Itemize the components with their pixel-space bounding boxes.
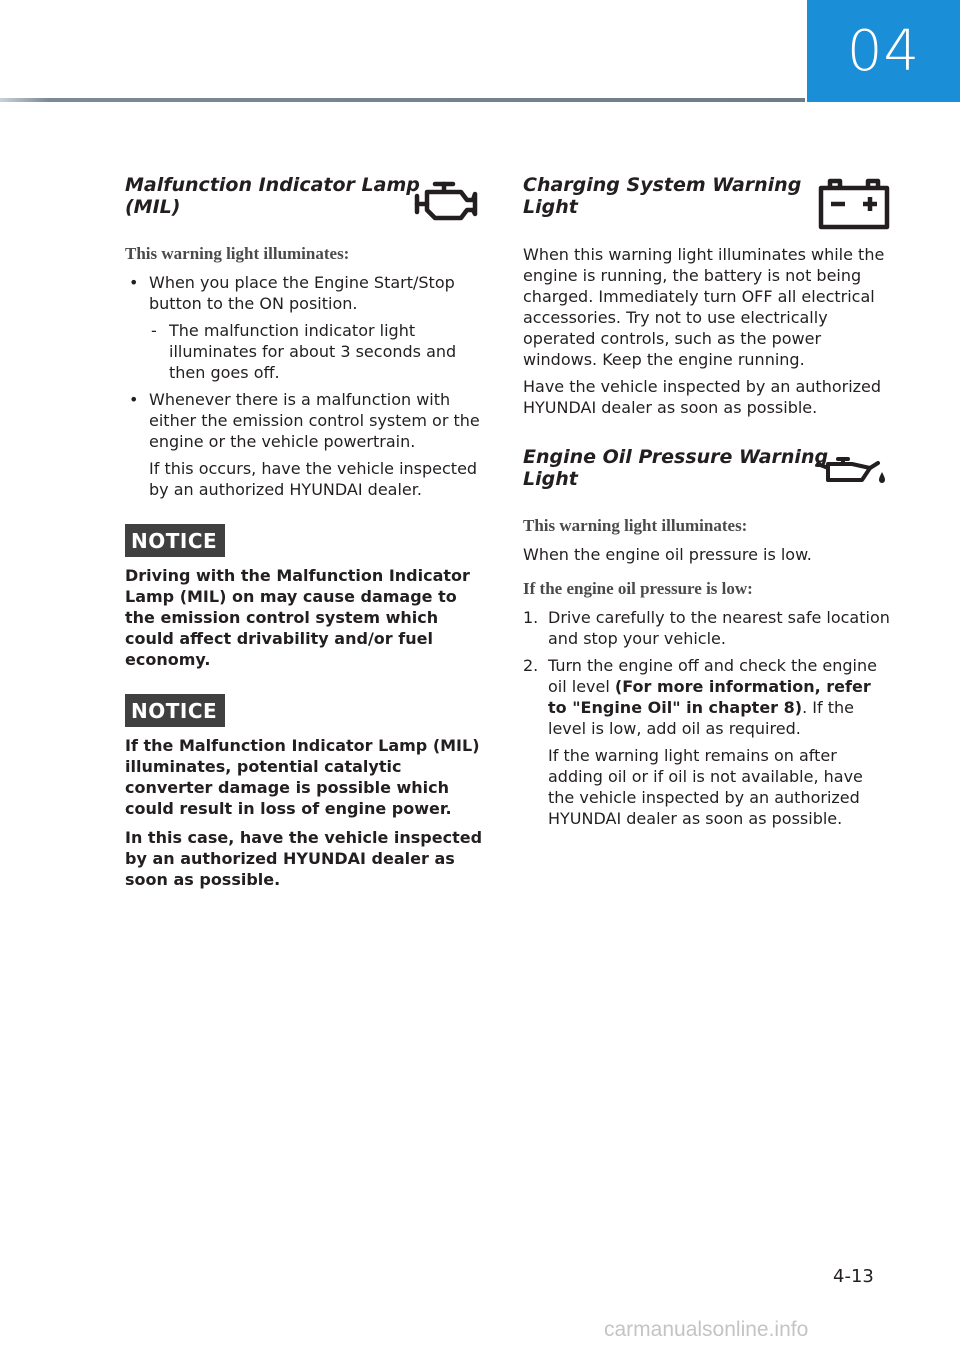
- list-item: 2. Turn the engine off and check the engine oil level (For more information, refer to "Engine Oil" in chapter 8). If the level is low, add oil as required. If the warning light remains on after adding oil or if oil is not available, have the vehicle inspected by an authorized HYUNDAI dealer as soon as possible.: [523, 655, 890, 829]
- page-number: 4-13: [833, 1266, 874, 1287]
- charging-para-1: When this warning light illuminates while the engine is running, the battery is not being charged. Immediately turn OFF all electrical accessories. Try not to use electrically operated controls, such as the power windows. Keep the engine running.: [523, 245, 885, 369]
- left-column: [125, 170, 487, 900]
- oil-reference: (For more information, refer to "Engine Oil" in chapter 8): [548, 677, 871, 717]
- battery-icon: [818, 178, 890, 234]
- notice-text: Driving with the Malfunction Indicator Lamp (MIL) on may cause damage to the emission control system which could affect drivability and/or fuel economy.: [125, 566, 470, 669]
- notice-badge: NOTICE: [125, 694, 225, 727]
- mil-bullet2-para: If this occurs, have the vehicle inspected by an authorized HYUNDAI dealer.: [149, 459, 478, 499]
- oil-step2-para: If the warning light remains on after adding oil or if oil is not available, have the vehicle inspected by an authorized HYUNDAI dealer as soon as possible.: [548, 746, 863, 828]
- chapter-tab: [807, 0, 960, 102]
- oil-lead: This warning light illuminates:: [523, 516, 748, 535]
- engine-check-icon: [413, 178, 487, 228]
- watermark: carmanualsonline.info: [604, 1318, 809, 1341]
- list-item: - The malfunction indicator light illuminates for about 3 seconds and then goes off.: [149, 320, 487, 383]
- charging-title: Charging System Warning Light: [523, 174, 802, 218]
- oil-can-icon: [814, 454, 890, 492]
- notice-badge: NOTICE: [125, 524, 225, 557]
- notice-box-2: [125, 694, 487, 890]
- chapter-number: 04: [846, 18, 921, 84]
- oil-subhead: If the engine oil pressure is low:: [523, 579, 753, 598]
- mil-lead: This warning light illuminates:: [125, 244, 350, 263]
- list-item: 1. Drive carefully to the nearest safe location and stop your vehicle.: [523, 608, 890, 648]
- notice-text: In this case, have the vehicle inspected by an authorized HYUNDAI dealer as soon as possible.: [125, 828, 483, 889]
- charging-section-header: [523, 170, 890, 230]
- mil-title: Malfunction Indicator Lamp (MIL): [125, 174, 420, 218]
- notice-box-1: [125, 524, 487, 670]
- oil-section-header: [523, 442, 890, 502]
- charging-para-2: Have the vehicle inspected by an authorized HYUNDAI dealer as soon as possible.: [523, 377, 882, 417]
- mil-section-header: [125, 170, 487, 230]
- right-column: [523, 170, 890, 835]
- mil-bullets: [125, 272, 487, 500]
- oil-lead-text: When the engine oil pressure is low.: [523, 545, 812, 564]
- list-item: • When you place the Engine Start/Stop button to the ON position. - The malfunction indicator light illuminates for about 3 seconds and then goes off.: [125, 272, 487, 383]
- header-rule: [0, 98, 805, 102]
- oil-title: Engine Oil Pressure Warning Light: [523, 446, 829, 490]
- notice-text: If the Malfunction Indicator Lamp (MIL) illuminates, potential catalytic converter damage is possible which could result in loss of engine power.: [125, 736, 480, 818]
- oil-steps: [523, 607, 890, 829]
- list-item: • Whenever there is a malfunction with either the emission control system or the engine or the vehicle powertrain. If this occurs, have the vehicle inspected by an authorized HYUNDAI dealer.: [125, 389, 487, 500]
